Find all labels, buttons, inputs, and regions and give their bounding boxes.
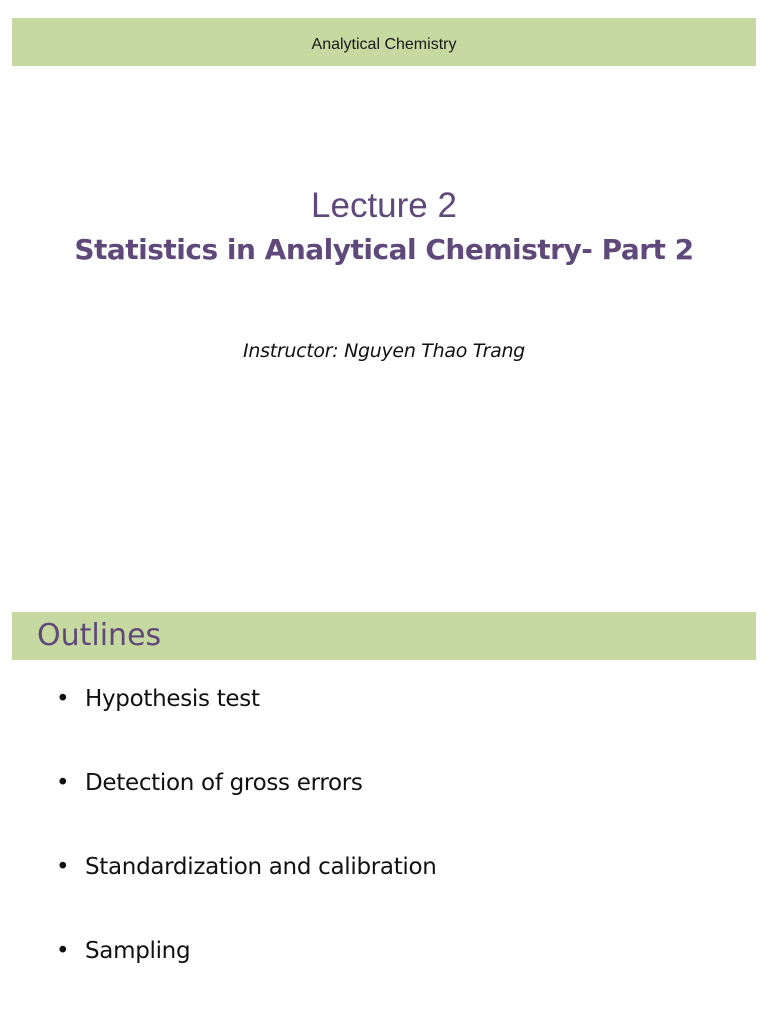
list-item-text: Sampling <box>85 938 191 964</box>
list-item-text: Detection of gross errors <box>85 770 363 796</box>
list-item <box>56 686 437 770</box>
bullet-icon: • <box>56 686 70 712</box>
outline-title: Outlines <box>37 618 162 653</box>
bullet-icon: • <box>56 854 70 880</box>
outline-slide <box>0 598 768 1024</box>
list-item <box>56 770 437 854</box>
list-item <box>56 938 437 1022</box>
bullet-icon: • <box>56 770 70 796</box>
outline-title-band <box>12 612 756 660</box>
list-item-text: Standardization and calibration <box>85 854 437 880</box>
header-band <box>12 18 756 66</box>
lecture-title: Statistics in Analytical Chemistry- Part 2 <box>74 233 694 266</box>
lecture-number: Lecture 2 <box>311 186 457 225</box>
list-item <box>56 854 437 938</box>
course-header: Analytical Chemistry <box>311 36 457 53</box>
bullet-icon: • <box>56 938 70 964</box>
outline-list <box>56 686 437 1022</box>
list-item-text: Hypothesis test <box>85 686 260 712</box>
instructor-line: Instructor: Nguyen Thao Trang <box>243 340 525 362</box>
